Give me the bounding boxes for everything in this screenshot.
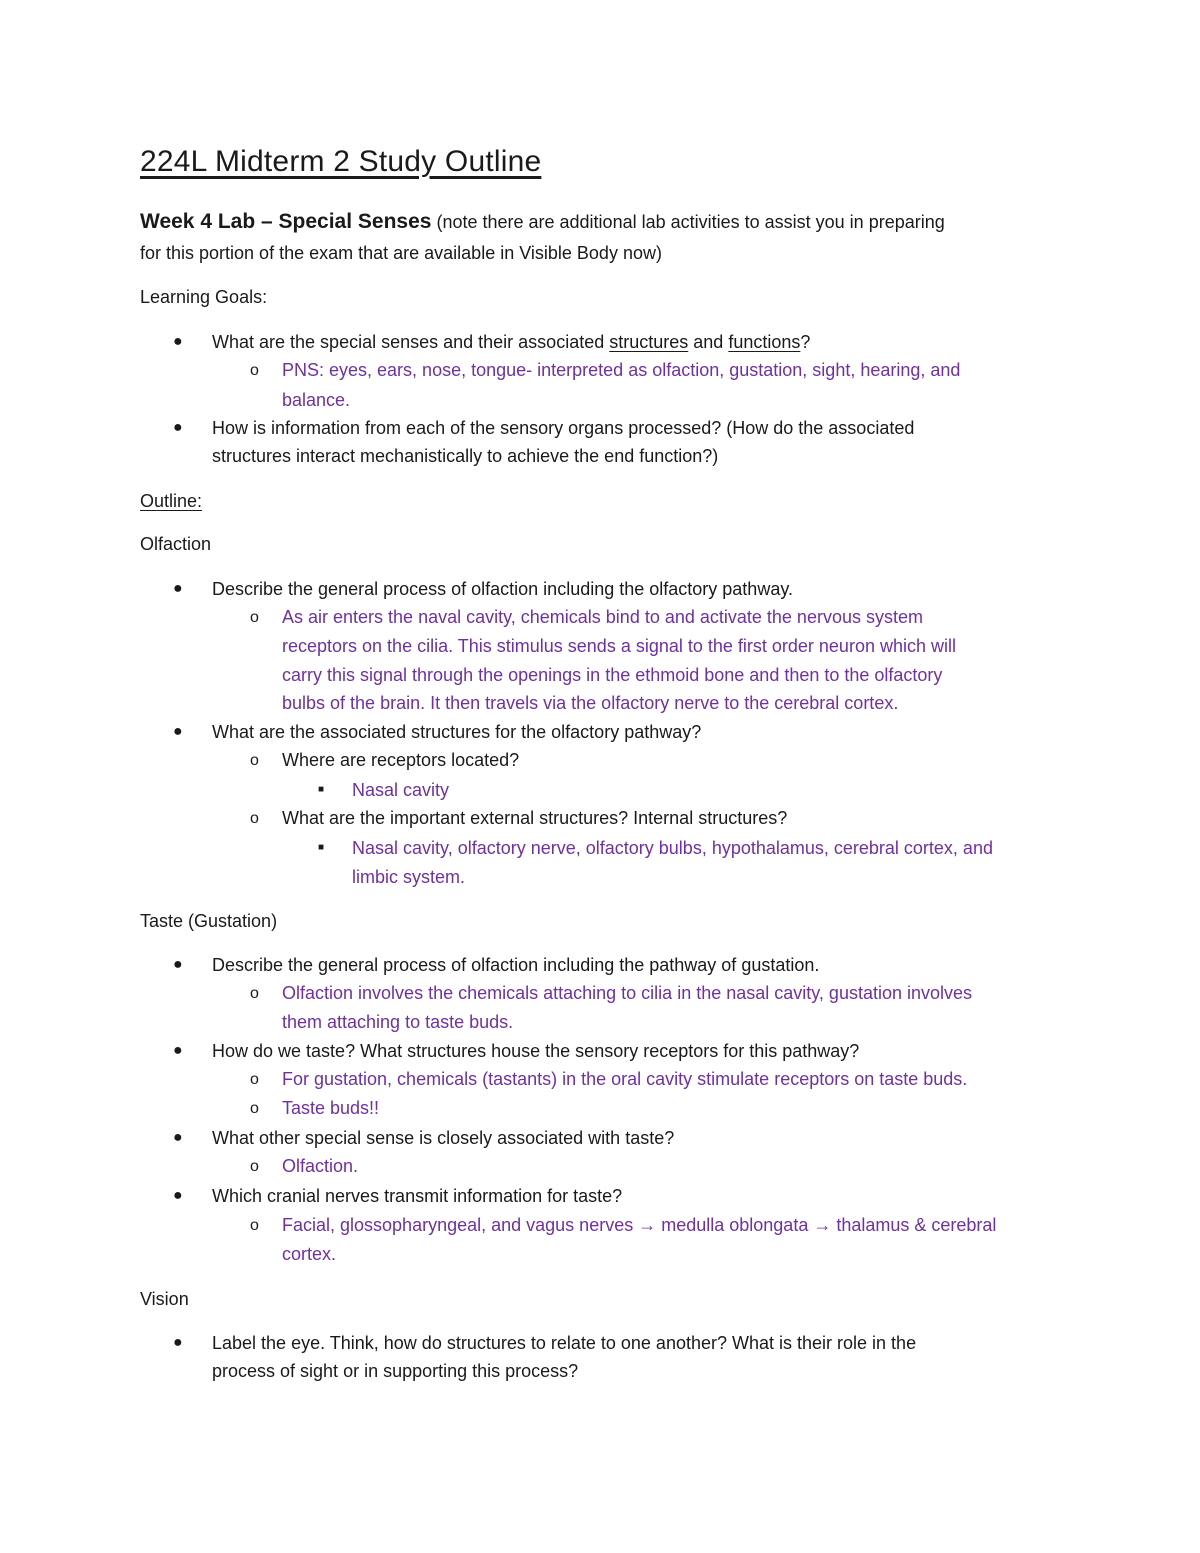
- bullet-icon: ●: [173, 1129, 183, 1146]
- sub-bullet-icon: o: [250, 362, 259, 379]
- lg1-text-b: and: [688, 332, 729, 352]
- olfaction-answer-1-line-2: receptors on the cilia. This stimulus sends a signal to the first order neuron which will: [282, 636, 956, 656]
- taste-answer-2-line-2: Taste buds!!: [282, 1098, 380, 1118]
- square-bullet-icon: ■: [318, 842, 325, 853]
- taste-answer-4-line-1: [282, 1211, 996, 1239]
- sub-bullet-icon: o: [250, 1071, 259, 1088]
- bullet-icon: ●: [173, 1042, 183, 1059]
- olfaction-question-1: Describe the general process of olfaction including the olfactory pathway.: [212, 579, 793, 599]
- sub-bullet-icon: o: [250, 1217, 259, 1234]
- lg1-answer-line-2: balance.: [282, 390, 351, 410]
- square-bullet-icon: ■: [318, 784, 325, 795]
- right-arrow-icon: →: [638, 1215, 657, 1235]
- bullet-icon: ●: [173, 1334, 183, 1351]
- taste-question-3: What other special sense is closely associated with taste?: [212, 1128, 675, 1148]
- lg1-structures: structures: [609, 332, 689, 352]
- sub-bullet-icon: o: [250, 1158, 259, 1175]
- learning-goal-2-line-1: How is information from each of the sensory organs processed? (How do the associated: [212, 418, 915, 438]
- vision-question-1-line-1: Label the eye. Think, how do structures to relate to one another? What is their role in the: [212, 1333, 917, 1353]
- olfaction-answer-1-line-3: carry this signal through the openings in the ethmoid bone and then to the olfactory: [282, 665, 943, 685]
- lg1-functions: functions: [728, 332, 801, 352]
- section-taste: Taste (Gustation): [140, 911, 278, 931]
- week-note-continued: for this portion of the exam that are available in Visible Body now): [140, 243, 662, 263]
- taste-question-2: How do we taste? What structures house the sensory receptors for this pathway?: [212, 1041, 860, 1061]
- lg1-text-c: ?: [800, 332, 811, 352]
- bullet-icon: ●: [173, 1187, 183, 1204]
- olfaction-answer-1-line-4: bulbs of the brain. It then travels via the olfactory nerve to the cerebral cortex.: [282, 693, 899, 713]
- week-heading-line: [140, 208, 945, 236]
- sub-bullet-icon: o: [250, 609, 259, 626]
- olfaction-question-2: What are the associated structures for the olfactory pathway?: [212, 722, 702, 742]
- outline-heading: Outline:: [140, 491, 203, 511]
- bullet-icon: ●: [173, 419, 183, 436]
- olfaction-question-2a: Where are receptors located?: [282, 750, 520, 770]
- section-vision: Vision: [140, 1289, 189, 1309]
- right-arrow-icon: →: [813, 1215, 832, 1235]
- bullet-icon: ●: [173, 956, 183, 973]
- olfaction-question-2b: What are the important external structures? Internal structures?: [282, 808, 788, 828]
- bullet-icon: ●: [173, 333, 183, 350]
- answer-text: medulla oblongata: [656, 1215, 814, 1235]
- olfaction-answer-2a: Nasal cavity: [352, 780, 450, 800]
- taste-question-4: Which cranial nerves transmit information for taste?: [212, 1186, 623, 1206]
- taste-answer-1-line-1: Olfaction involves the chemicals attaching to cilia in the nasal cavity, gustation involves: [282, 983, 973, 1003]
- lg1-answer-line-1: PNS: eyes, ears, nose, tongue- interpreted as olfaction, gustation, sight, hearing, and: [282, 360, 961, 380]
- taste-answer-1-line-2: them attaching to taste buds.: [282, 1012, 514, 1032]
- page-title: 224L Midterm 2 Study Outline: [140, 145, 542, 178]
- lg1-text-a: What are the special senses and their associated: [212, 332, 610, 352]
- sub-bullet-icon: o: [250, 985, 259, 1002]
- learning-goal-2-line-2: structures interact mechanistically to achieve the end function?): [212, 446, 719, 466]
- olfaction-answer-2b-line-2: limbic system.: [352, 867, 466, 887]
- sub-bullet-icon: o: [250, 1100, 259, 1117]
- answer-text: thalamus & cerebral: [831, 1215, 997, 1235]
- taste-answer-4-line-2: cortex.: [282, 1244, 337, 1264]
- learning-goal-1: [212, 328, 810, 356]
- vision-question-1-line-2: process of sight or in supporting this process?: [212, 1361, 579, 1381]
- olfaction-answer-1-line-1: As air enters the naval cavity, chemicals bind to and activate the nervous system: [282, 607, 923, 627]
- section-olfaction: Olfaction: [140, 534, 212, 554]
- taste-answer-3: Olfaction.: [282, 1156, 359, 1176]
- answer-text: Facial, glossopharyngeal, and vagus nerves: [282, 1215, 639, 1235]
- taste-answer-2-line-1: For gustation, chemicals (tastants) in the oral cavity stimulate receptors on taste buds.: [282, 1069, 968, 1089]
- sub-bullet-icon: o: [250, 810, 259, 827]
- sub-bullet-icon: o: [250, 752, 259, 769]
- week-note: (note there are additional lab activities to assist you in preparing: [436, 212, 945, 232]
- bullet-icon: ●: [173, 723, 183, 740]
- taste-question-1: Describe the general process of olfaction including the pathway of gustation.: [212, 955, 820, 975]
- week-heading: Week 4 Lab – Special Senses: [140, 210, 432, 233]
- bullet-icon: ●: [173, 580, 183, 597]
- learning-goals-label: Learning Goals:: [140, 287, 268, 307]
- olfaction-answer-2b-line-1: Nasal cavity, olfactory nerve, olfactory bulbs, hypothalamus, cerebral cortex, and: [352, 838, 993, 858]
